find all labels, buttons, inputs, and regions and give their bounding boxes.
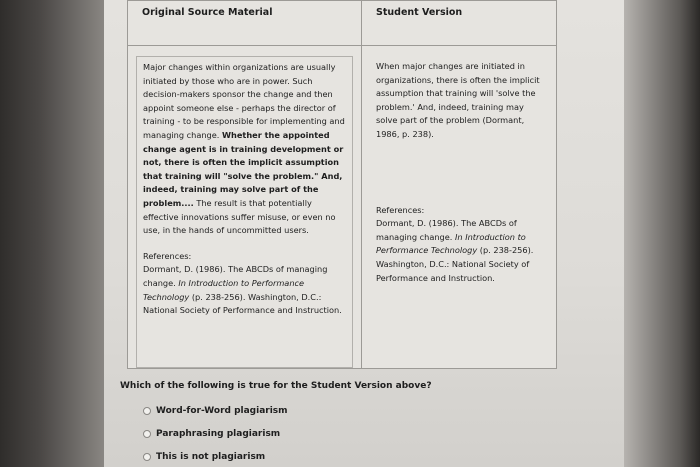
question-text: Which of the following is true for the Student Version above? (120, 381, 432, 391)
radio-button[interactable] (143, 453, 151, 461)
table-body-row (128, 46, 557, 369)
option-label: This is not plagiarism (156, 452, 266, 462)
header-original: Original Source Material (128, 1, 362, 46)
student-ref-line2: (p. 238-256). Washington, D.C.: National Society of Performance and Instruction. (376, 245, 534, 283)
radio-button[interactable] (143, 407, 151, 415)
original-ref-line2: (p. 238-256). Washington, D.C.: National Society of Performance and Instruction. (143, 291, 342, 316)
original-text-bold: Whether the appointed change agent is in training development or not, there is often the implicit assumption that training will "solve the problem." And, indeed, training may solve part of the problem.... (143, 129, 344, 208)
original-ref-italic: In Introduction to Performance Technology (143, 277, 305, 302)
header-student: Student Version (362, 1, 557, 46)
student-references (376, 204, 542, 286)
original-ref-line1: Dormant, D. (1986). The ABCDs of managing change. (143, 264, 328, 288)
student-ref-line1: Dormant, D. (1986). The ABCDs of managing change. (376, 218, 517, 242)
original-cell (128, 46, 362, 369)
original-references (143, 250, 346, 318)
student-ref-heading: References: (376, 204, 425, 215)
student-paragraph: When major changes are initiated in organizations, there is often the implicit assumption that training will 'solve the problem.' And, indeed, training may solve part of the problem (Dormant, 1986, p. 238). (376, 61, 540, 139)
option-not-plagiarism[interactable] (143, 452, 265, 462)
table-header-row (128, 1, 557, 46)
comparison-table (127, 0, 557, 369)
student-cell (362, 46, 557, 369)
original-text-normal-2: The result is that potentially effective innovations suffer misuse, or even no use, in the hands of uncommitted users. (143, 197, 336, 236)
original-text-box (136, 56, 353, 368)
student-ref-italic: In Introduction to Performance Technology (376, 231, 526, 256)
option-word-for-word[interactable] (143, 406, 288, 416)
original-paragraph (143, 61, 346, 238)
option-label: Word-for-Word plagiarism (156, 406, 288, 416)
option-paraphrasing[interactable] (143, 429, 280, 439)
radio-button[interactable] (143, 430, 151, 438)
original-ref-heading: References: (143, 250, 192, 261)
original-text-normal-1: Major changes within organizations are usually initiated by those who are in power. Such decision-makers sponsor the change and then appoint someone else - perhaps the director of training - to be responsible for implementing and managing change. (143, 62, 345, 140)
option-label: Paraphrasing plagiarism (156, 429, 281, 439)
student-text-box (370, 56, 548, 368)
